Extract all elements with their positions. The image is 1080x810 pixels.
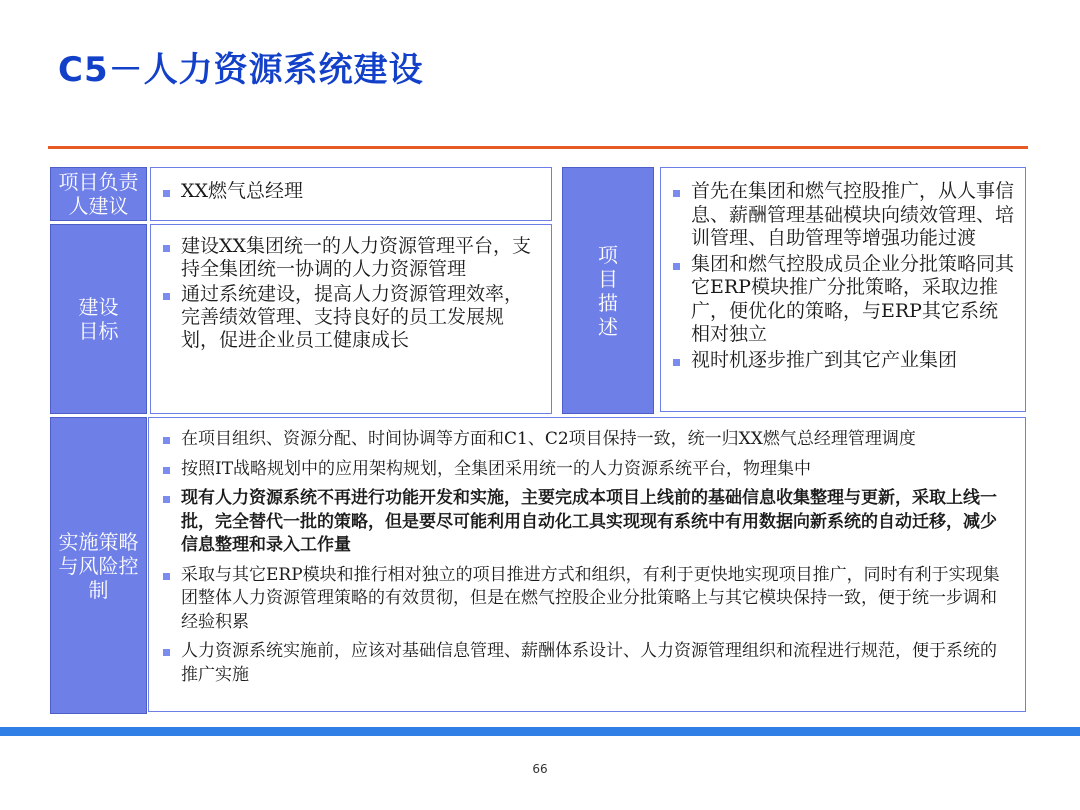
owner-list xyxy=(161,180,541,203)
list-item: 采取与其它ERP模块和推行相对独立的项目推进方式和组织，有利于更快地实现项目推广，同时有利于实现集团整体人力资源管理策略的有效贯彻，但是在燃气控股企业分批策略上与其它模块保持一致，便于统一步调和经验积累 xyxy=(161,564,1013,635)
strategy-label xyxy=(50,417,147,714)
title-divider xyxy=(48,146,1028,149)
strategy-list xyxy=(161,428,1013,687)
owner-label-text: 项目负责人建议 xyxy=(58,170,139,218)
list-item: 首先在集团和燃气控股推广，从人事信息、薪酬管理基础模块向绩效管理、培训管理、自助管理等增强功能过渡 xyxy=(671,180,1015,251)
page-number: 66 xyxy=(532,762,548,776)
desc-box xyxy=(660,167,1026,412)
list-item: 人力资源系统实施前，应该对基础信息管理、薪酬体系设计、人力资源管理组织和流程进行规范，便于系统的推广实施 xyxy=(161,640,1013,687)
footer-bar xyxy=(0,727,1080,736)
strategy-box xyxy=(148,417,1026,712)
list-item: 建设XX集团统一的人力资源管理平台，支持全集团统一协调的人力资源管理 xyxy=(161,235,541,281)
list-item: 现有人力资源系统不再进行功能开发和实施，主要完成本项目上线前的基础信息收集整理与更新，采取上线一批，完全替代一批的策略，但是要尽可能利用自动化工具实现现有系统中有用数据向新系统的自动迁移，减少信息整理和录入工作量 xyxy=(161,487,1013,558)
list-item: XX燃气总经理 xyxy=(161,180,541,203)
owner-box xyxy=(150,167,552,221)
desc-list xyxy=(671,180,1015,372)
goals-box xyxy=(150,224,552,414)
goals-label-text: 建设目标 xyxy=(78,295,119,343)
page-title: C5－人力资源系统建设 xyxy=(58,50,424,90)
goals-label xyxy=(50,224,147,414)
goals-list xyxy=(161,235,541,352)
strategy-label-text: 实施策略与风险控制 xyxy=(58,529,139,602)
list-item: 集团和燃气控股成员企业分批策略同其它ERP模块推广分批策略，采取边推广，便优化的策略，与ERP其它系统相对独立 xyxy=(671,253,1015,347)
owner-label xyxy=(50,167,147,221)
list-item: 在项目组织、资源分配、时间协调等方面和C1、C2项目保持一致，统一归XX燃气总经理管理调度 xyxy=(161,428,1013,452)
list-item: 通过系统建设，提高人力资源管理效率，完善绩效管理、支持良好的员工发展规划，促进企业员工健康成长 xyxy=(161,283,541,352)
desc-label xyxy=(562,167,654,414)
list-item: 视时机逐步推广到其它产业集团 xyxy=(671,349,1015,373)
desc-label-text: 项目描述 xyxy=(598,242,618,339)
list-item: 按照IT战略规划中的应用架构规划，全集团采用统一的人力资源系统平台，物理集中 xyxy=(161,458,1013,482)
